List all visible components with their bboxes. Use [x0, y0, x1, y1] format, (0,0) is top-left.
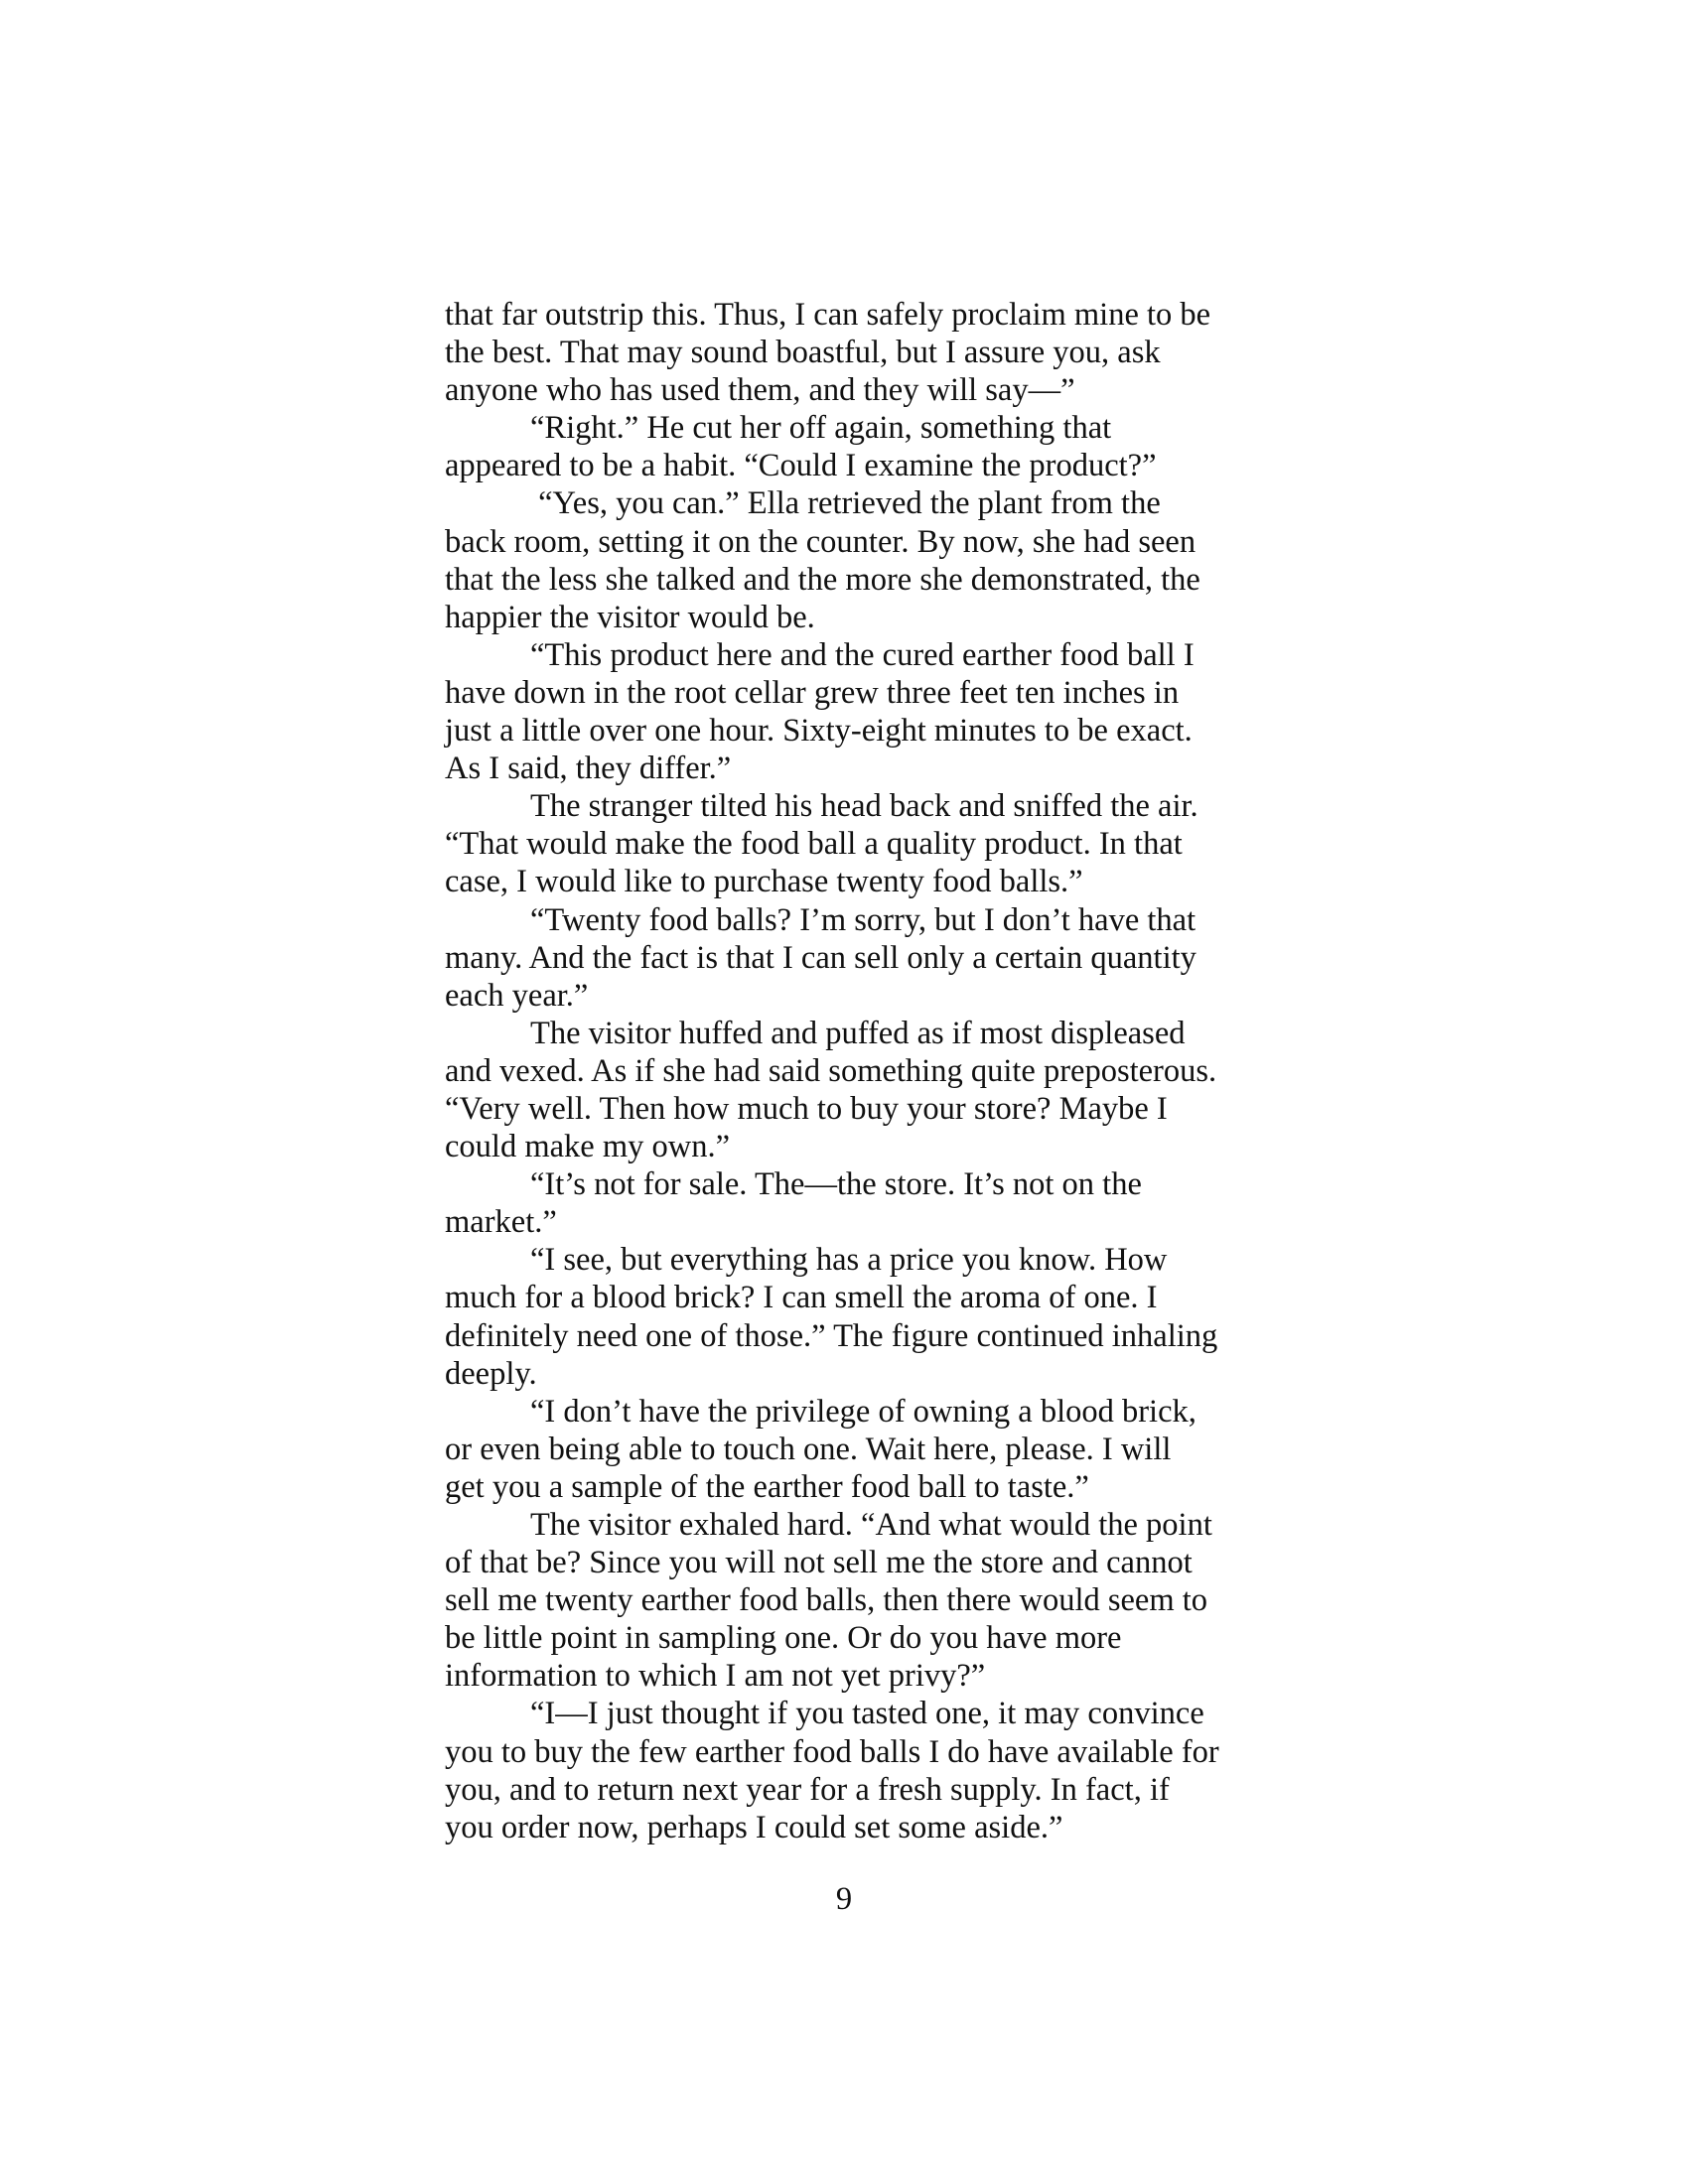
- text-line: “I see, but everything has a price you know. How: [530, 1242, 1168, 1279]
- text-line: you to buy the few earther food balls I do have available for: [445, 1733, 1219, 1770]
- text-line: you order now, perhaps I could set some aside.”: [445, 1809, 1063, 1845]
- text-line: happier the visitor would be.: [445, 599, 815, 635]
- text-line: sell me twenty earther food balls, then there would seem to: [445, 1582, 1208, 1619]
- text-line: just a little over one hour. Sixty-eight minutes to be exact.: [445, 713, 1193, 750]
- text-line: deeply.: [445, 1355, 537, 1392]
- text-line: you, and to return next year for a fresh supply. In fact, if: [445, 1771, 1170, 1808]
- text-line: “I—I just thought if you tasted one, it may convince: [530, 1696, 1204, 1732]
- text-line: have down in the root cellar grew three feet ten inches in: [445, 674, 1180, 711]
- text-line: The visitor huffed and puffed as if most displeased: [530, 1015, 1186, 1051]
- page-number: 9: [835, 1881, 853, 1917]
- text-line: The stranger tilted his head back and sniffed the air.: [530, 788, 1198, 825]
- text-line: that the less she talked and the more she demonstrated, the: [445, 561, 1200, 598]
- text-line: appeared to be a habit. “Could I examine the product?”: [445, 448, 1157, 484]
- text-line: anyone who has used them, and they will say—”: [445, 372, 1075, 409]
- text-line: back room, setting it on the counter. By now, she had seen: [445, 523, 1196, 560]
- text-line: market.”: [445, 1204, 557, 1241]
- text-line: or even being able to touch one. Wait here, please. I will: [445, 1431, 1172, 1467]
- text-line: “Very well. Then how much to buy your store? Maybe I: [445, 1090, 1168, 1127]
- text-line: “I don’t have the privilege of owning a blood brick,: [530, 1393, 1196, 1430]
- text-line: “Yes, you can.” Ella retrieved the plant from the: [530, 485, 1161, 522]
- text-line: get you a sample of the earther food ball to taste.”: [445, 1468, 1089, 1505]
- text-line: the best. That may sound boastful, but I assure you, ask: [445, 335, 1161, 371]
- text-line: As I said, they differ.”: [445, 751, 732, 787]
- text-line: each year.”: [445, 977, 589, 1014]
- text-line: “This product here and the cured earther food ball I: [530, 636, 1195, 673]
- text-line: that far outstrip this. Thus, I can safely proclaim mine to be: [445, 297, 1211, 333]
- text-line: information to which I am not yet privy?”: [445, 1658, 986, 1695]
- text-line: “Right.” He cut her off again, something that: [530, 410, 1112, 447]
- text-line: much for a blood brick? I can smell the aroma of one. I: [445, 1280, 1158, 1316]
- text-line: and vexed. As if she had said something quite preposterous.: [445, 1052, 1217, 1089]
- text-line: “That would make the food ball a quality product. In that: [445, 826, 1183, 863]
- body-text: [445, 296, 1259, 1846]
- text-line: many. And the fact is that I can sell only a certain quantity: [445, 939, 1196, 976]
- text-line: “Twenty food balls? I’m sorry, but I don’t have that: [530, 901, 1196, 938]
- text-line: definitely need one of those.” The figure continued inhaling: [445, 1317, 1218, 1354]
- text-line: “It’s not for sale. The—the store. It’s not on the: [530, 1166, 1142, 1203]
- text-line: case, I would like to purchase twenty food balls.”: [445, 864, 1083, 900]
- text-line: could make my own.”: [445, 1129, 731, 1165]
- text-line: be little point in sampling one. Or do you have more: [445, 1620, 1122, 1657]
- text-line: of that be? Since you will not sell me the store and cannot: [445, 1545, 1193, 1581]
- text-line: The visitor exhaled hard. “And what would the point: [530, 1507, 1212, 1543]
